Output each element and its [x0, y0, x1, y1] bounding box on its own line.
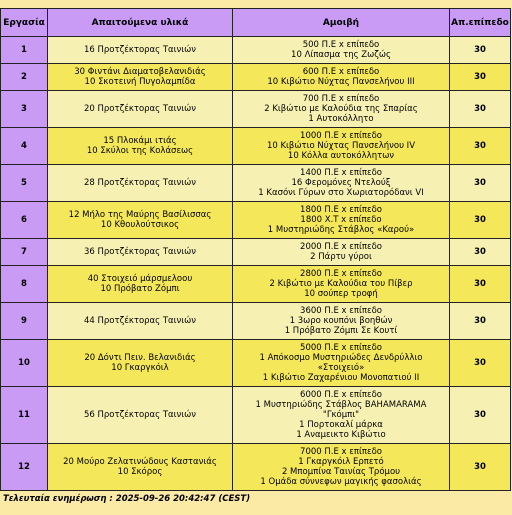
required-materials-line: 36 Προτζέκτορας Ταινιών: [83, 247, 197, 257]
table-row: [1, 91, 511, 128]
reward-line: 2 Πάρτυ γύροι: [310, 252, 372, 262]
reward-line: 700 Π.Ε x επίπεδο: [302, 94, 380, 104]
required-materials-line: 40 Στοιχειό μάρσμελοου: [87, 274, 193, 284]
required-level: 30: [450, 340, 511, 387]
reward-line: 1 Πρόβατο Ζόμπι Σε Κουτί: [284, 326, 398, 336]
required-materials-line: 20 Δόντι Πειν. Βελανιδιάς: [84, 353, 196, 363]
required-materials-line: 12 Μήλο της Μαύρης Βασίλισσας: [68, 210, 212, 220]
table-row: [1, 266, 511, 303]
quest-number: 9: [1, 303, 48, 340]
required-materials-line: 15 Πλοκάμι ιτιάς: [103, 136, 177, 146]
reward-line: 16 Φερομόνες Ντελούξ: [291, 178, 391, 188]
reward-line: 600 Π.Ε x επίπεδο: [302, 67, 380, 77]
reward: [233, 165, 450, 202]
required-materials: [48, 128, 233, 165]
required-level: 30: [450, 387, 511, 444]
reward-line: 10 Κιβώτιο Νύχτας Πανσελήνου III: [267, 77, 415, 87]
quest-table: [0, 8, 511, 491]
reward-line: 1 Κασόνι Γύρων στο Χωριατορόδανι VI: [258, 188, 424, 198]
required-materials-line: 10 Πρόβατο Ζόμπι: [100, 284, 180, 294]
required-level: 30: [450, 202, 511, 239]
required-materials: [48, 340, 233, 387]
required-materials-line: 16 Προτζέκτορας Ταινιών: [83, 45, 197, 55]
reward-line: 1 Απόκοσμο Μυστηριώδες Δενδρύλλιο: [259, 353, 423, 363]
required-materials-line: 44 Προτζέκτορας Ταινιών: [83, 316, 197, 326]
quest-number: 7: [1, 239, 48, 266]
header-materials: Απαιτούμενα υλικά: [48, 9, 233, 37]
required-materials-line: 30 Φιντάνι Διαματοβελανιδιάς: [74, 67, 206, 77]
required-materials-line: 10 Γκαργκόιλ: [111, 363, 169, 373]
reward: [233, 303, 450, 340]
reward-line: 2 Μπομπίνα Ταινίας Τρόμου: [281, 467, 401, 477]
required-materials-line: 10 Σκοτεινή Πυγολαμπίδα: [84, 77, 196, 87]
reward-line: 10 σούπερ τροφή: [304, 289, 378, 299]
reward-line: 1400 Π.Ε x επίπεδο: [300, 168, 382, 178]
reward-line: 1800 X.T x επίπεδο: [300, 215, 382, 225]
quest-number: 6: [1, 202, 48, 239]
reward: [233, 387, 450, 444]
quest-number: 1: [1, 37, 48, 64]
required-materials-line: 10 Σκύλοι της Κολάσεως: [86, 146, 194, 156]
required-materials: [48, 303, 233, 340]
table-row: [1, 202, 511, 239]
table-row: [1, 128, 511, 165]
reward-line: 3600 Π.Ε x επίπεδο: [300, 306, 382, 316]
reward-line: 1 3ωρο κουπόνι βοηθών: [289, 316, 393, 326]
quest-number: 11: [1, 387, 48, 444]
reward-line: 1 Αναμεικτο Κιβώτιο: [296, 430, 386, 440]
quest-number: 2: [1, 64, 48, 91]
required-materials-line: 56 Προτζέκτορας Ταινιών: [83, 410, 197, 420]
reward: [233, 239, 450, 266]
reward-line: 1 Πορτοκαλί μάρκα: [299, 420, 383, 430]
reward-line: «Στοιχειό»: [317, 363, 365, 373]
reward-line: 1 Ομάδα σύννεφων μαγικής φασολιάς: [260, 477, 422, 487]
quest-number: 4: [1, 128, 48, 165]
required-level: 30: [450, 303, 511, 340]
reward: [233, 128, 450, 165]
reward-line: 1 Γκαργκόιλ Ερπετό: [298, 457, 384, 467]
quest-number: 12: [1, 444, 48, 491]
reward-line: 1 Αυτοκόλλητο: [308, 114, 374, 124]
required-materials: [48, 387, 233, 444]
required-materials: [48, 444, 233, 491]
required-materials: [48, 165, 233, 202]
reward-line: 500 Π.Ε x επίπεδο: [302, 40, 380, 50]
required-level: 30: [450, 91, 511, 128]
required-level: 30: [450, 64, 511, 91]
table-row: [1, 239, 511, 266]
required-level: 30: [450, 444, 511, 491]
required-materials-line: 10 Σκόρος: [117, 467, 163, 477]
required-materials-line: 28 Προτζέκτορας Ταινιών: [83, 178, 197, 188]
table-row: [1, 444, 511, 491]
reward-line: 2800 Π.Ε x επίπεδο: [300, 269, 382, 279]
reward: [233, 444, 450, 491]
required-materials: [48, 266, 233, 303]
header-row: [1, 9, 511, 37]
reward-line: 10 Κόλλα αυτοκόλλητων: [287, 151, 395, 161]
table-row: [1, 340, 511, 387]
reward: [233, 266, 450, 303]
reward-line: 1800 Π.Ε x επίπεδο: [300, 205, 382, 215]
required-materials: [48, 37, 233, 64]
reward-line: 7000 Π.Ε x επίπεδο: [300, 447, 382, 457]
reward-line: 1 Μυστηριώδης Στάβλος «Καρού»: [267, 225, 415, 235]
header-level: Απ.επίπεδο: [450, 9, 511, 37]
quest-rows: [1, 37, 511, 491]
required-materials: [48, 91, 233, 128]
header-reward: Αμοιβή: [233, 9, 450, 37]
reward: [233, 202, 450, 239]
reward-line: 2 Κιβώτιο με Καλούδια της Σπαρίας: [264, 104, 418, 114]
required-materials: [48, 239, 233, 266]
reward: [233, 340, 450, 387]
reward-line: 1 Μυστηριώδης Στάβλος BAHAMARAMA: [255, 400, 427, 410]
required-level: 30: [450, 37, 511, 64]
table-row: [1, 64, 511, 91]
table-row: [1, 37, 511, 64]
required-materials-line: 20 Μούρο Ζελατινώδους Καστανιάς: [63, 457, 217, 467]
header-quest: Εργασία: [1, 9, 48, 37]
required-level: 30: [450, 165, 511, 202]
required-level: 30: [450, 266, 511, 303]
quest-number: 3: [1, 91, 48, 128]
required-materials-line: 20 Προτζέκτορας Ταινιών: [83, 104, 197, 114]
reward: [233, 37, 450, 64]
quest-number: 10: [1, 340, 48, 387]
quest-number: 5: [1, 165, 48, 202]
last-updated: Τελευταία ενημέρωση : 2025-09-26 20:42:47 (CEST): [3, 494, 251, 504]
reward-line: 10 Λίπασμα της Ζωζώς: [291, 50, 391, 60]
reward: [233, 91, 450, 128]
reward-line: "Γκόμπι": [322, 410, 360, 420]
required-materials: [48, 64, 233, 91]
reward-line: 5000 Π.Ε x επίπεδο: [300, 343, 382, 353]
required-materials-line: 10 Κθουλούτσικος: [100, 220, 180, 230]
table-row: [1, 303, 511, 340]
reward-line: 2000 Π.Ε x επίπεδο: [300, 242, 382, 252]
table-row: [1, 165, 511, 202]
required-level: 30: [450, 128, 511, 165]
required-level: 30: [450, 239, 511, 266]
reward-line: 6000 Π.Ε x επίπεδο: [300, 390, 382, 400]
reward-line: 1 Κιβώτιο Ζαχαρένιου Μονοπατιού II: [262, 373, 420, 383]
table-row: [1, 387, 511, 444]
reward-line: 2 Κιβώτιο με Καλούδια του Πίβερ: [269, 279, 413, 289]
quest-number: 8: [1, 266, 48, 303]
reward: [233, 64, 450, 91]
reward-line: 10 Κιβώτιο Νύχτας Πανσελήνου IV: [266, 141, 416, 151]
required-materials: [48, 202, 233, 239]
reward-line: 1000 Π.Ε x επίπεδο: [300, 131, 382, 141]
